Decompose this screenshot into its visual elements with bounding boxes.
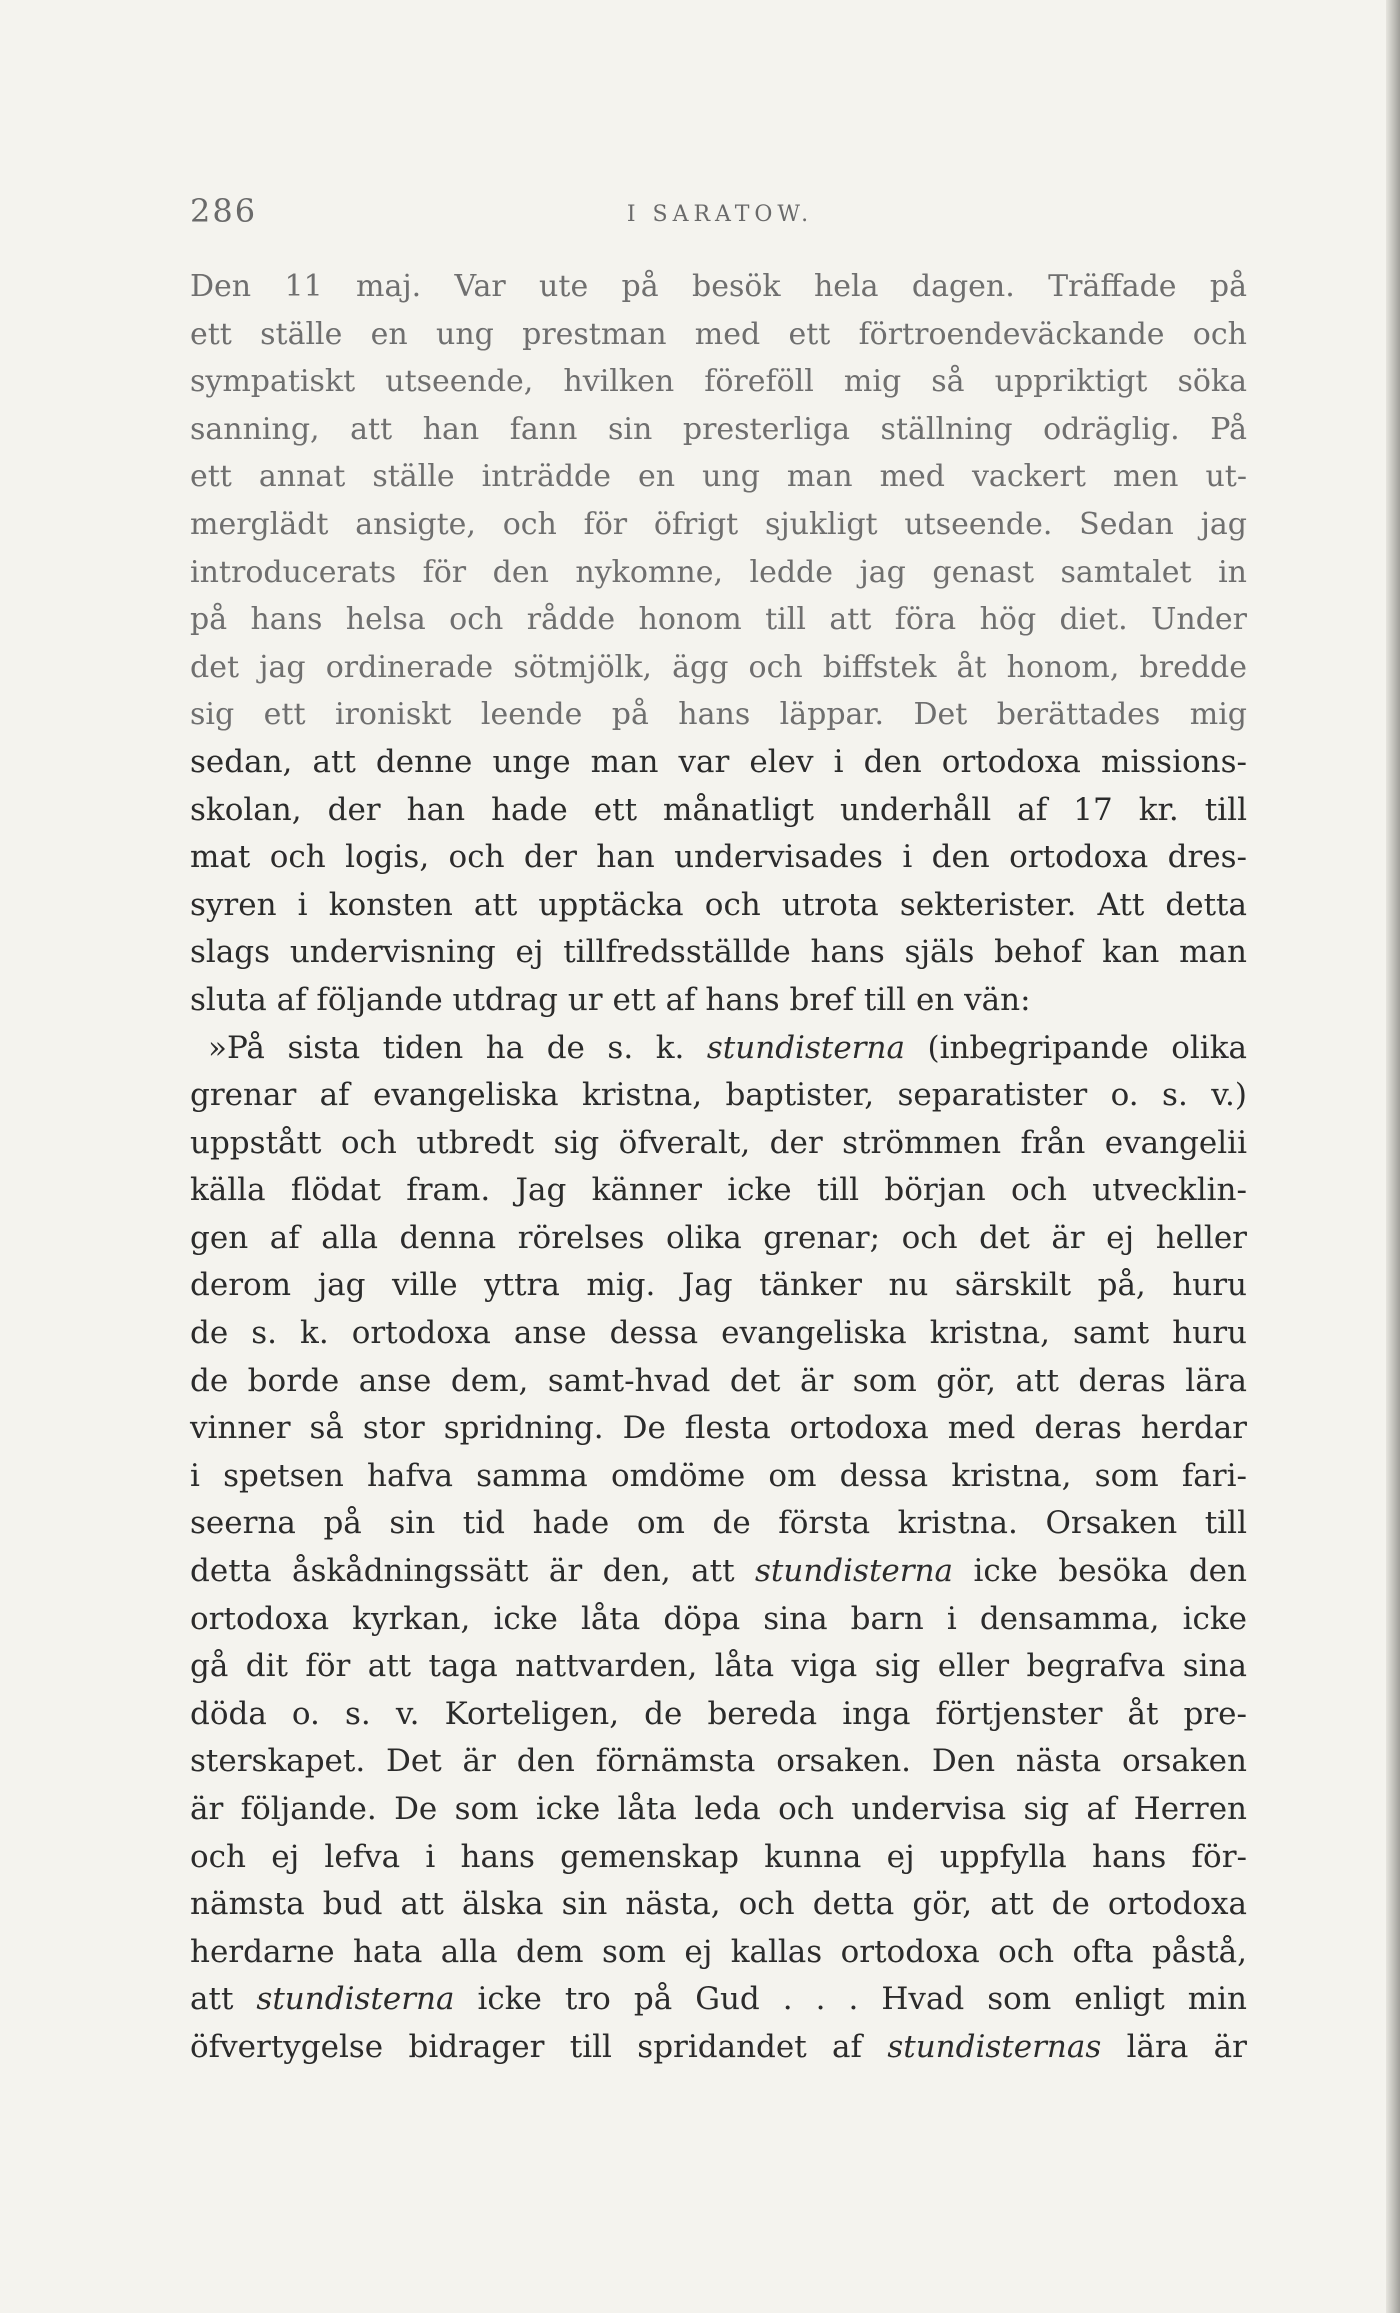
text-segment: »På sista tiden ha de s. k. xyxy=(208,1029,707,1066)
text-segment: ett annat ställe inträdde en ung man med vackert men ut- xyxy=(190,459,1247,495)
text-line xyxy=(190,453,1247,501)
text-line xyxy=(190,1310,1247,1358)
text-segment: lära är xyxy=(1101,2028,1247,2065)
text-line xyxy=(190,1500,1247,1548)
text-line xyxy=(190,1358,1247,1406)
text-segment: slags undervisning ej tillfredsställde hans själs behof kan man xyxy=(190,934,1247,971)
text-line xyxy=(190,1167,1247,1215)
body-text xyxy=(190,263,1247,2072)
text-segment: ett ställe en ung prestman med ett förtroendeväckande och xyxy=(190,316,1247,352)
text-line xyxy=(190,1453,1247,1501)
text-line xyxy=(190,739,1247,787)
page-edge xyxy=(1386,0,1400,2313)
text-segment: icke tro på Gud . . . Hvad som enligt min xyxy=(454,1981,1247,2018)
text-segment: derom jag ville yttra mig. Jag tänker nu särskilt på, huru xyxy=(190,1267,1247,1304)
text-line xyxy=(190,1405,1247,1453)
text-segment: döda o. s. v. Korteligen, de bereda inga förtjenster åt pre- xyxy=(190,1695,1247,1732)
text-segment: Den 11 maj. Var ute på besök hela dagen. Träffade på xyxy=(190,269,1247,304)
text-line xyxy=(190,1738,1247,1786)
text-segment: att xyxy=(190,1981,257,2018)
text-line xyxy=(190,644,1247,692)
text-line xyxy=(190,596,1247,644)
text-segment: detta åskådningssätt är den, att xyxy=(190,1553,755,1590)
text-line xyxy=(190,1025,1247,1073)
text-segment: och ej lefva i hans gemenskap kunna ej uppfylla hans för- xyxy=(190,1838,1247,1875)
text-line xyxy=(190,929,1247,977)
text-line xyxy=(190,1262,1247,1310)
text-segment: de borde anse dem, samt-hvad det är som gör, att deras lära xyxy=(190,1362,1247,1399)
text-segment: gen af alla denna rörelses olika grenar; och det är ej heller xyxy=(190,1219,1247,1256)
running-head: I SARATOW. xyxy=(626,202,814,227)
text-segment: det jag ordinerade sötmjölk, ägg och biffstek åt honom, bredde xyxy=(190,649,1247,685)
text-line xyxy=(190,1596,1247,1644)
text-segment: är följande. De som icke låta leda och undervisa sig af Herren xyxy=(190,1791,1247,1827)
text-segment: skolan, der han hade ett månatligt underhåll af 17 kr. till xyxy=(190,791,1247,828)
text-segment: syren i konsten att upptäcka och utrota sekterister. Att detta xyxy=(190,886,1247,923)
text-segment: källa flödat fram. Jag känner icke till början och utvecklin- xyxy=(190,1172,1247,1209)
text-segment: nämsta bud att älska sin nästa, och detta gör, att de ortodoxa xyxy=(190,1886,1247,1923)
text-line xyxy=(190,1548,1247,1596)
text-line xyxy=(190,977,1247,1025)
text-line xyxy=(190,2024,1247,2072)
page-header xyxy=(190,192,1250,242)
text-line xyxy=(190,1929,1247,1977)
text-segment: (inbegripande olika xyxy=(904,1029,1247,1066)
text-line xyxy=(190,263,1247,311)
text-segment: sanning, att han fann sin presterliga ställning odräglig. På xyxy=(190,411,1247,447)
text-line xyxy=(190,358,1247,406)
text-line xyxy=(190,1834,1247,1882)
text-segment: introducerats för den nykomne, ledde jag genast samtalet in xyxy=(190,554,1247,590)
italic-term: stundisterna xyxy=(754,1553,954,1590)
text-segment: sig ett ironiskt leende på hans läppar. Det berättades mig xyxy=(190,697,1247,733)
text-line xyxy=(190,406,1247,454)
text-segment: uppstått och utbredt sig öfveralt, der strömmen från evangelii xyxy=(190,1124,1247,1161)
text-segment: seerna på sin tid hade om de första kristna. Orsaken till xyxy=(190,1505,1247,1542)
text-line xyxy=(190,549,1247,597)
text-line xyxy=(190,1215,1247,1263)
page-number: 286 xyxy=(190,192,258,230)
text-line xyxy=(190,1120,1247,1168)
italic-term: stundisternas xyxy=(887,2028,1102,2065)
text-segment: merglädt ansigte, och för öfrigt sjukligt utseende. Sedan jag xyxy=(190,506,1247,542)
text-segment: på hans helsa och rådde honom till att föra hög diet. Under xyxy=(190,602,1247,638)
text-segment: herdarne hata alla dem som ej kallas ortodoxa och ofta påstå, xyxy=(190,1933,1247,1970)
text-segment: gå dit för att taga nattvarden, låta viga sig eller begrafva sina xyxy=(190,1648,1247,1685)
italic-term: stundisterna xyxy=(706,1029,905,1066)
text-segment: grenar af evangeliska kristna, baptister, separatister o. s. v.) xyxy=(190,1077,1247,1114)
text-line xyxy=(190,834,1247,882)
text-segment: sterskapet. Det är den förnämsta orsaken. Den nästa orsaken xyxy=(190,1743,1247,1780)
text-segment: ortodoxa kyrkan, icke låta döpa sina barn i densamma, icke xyxy=(190,1600,1247,1637)
text-segment: sluta af följande utdrag ur ett af hans bref till en vän: xyxy=(190,981,1031,1018)
text-segment: icke besöka den xyxy=(953,1553,1247,1590)
text-line xyxy=(190,1786,1247,1834)
text-segment: de s. k. ortodoxa anse dessa evangeliska kristna, samt huru xyxy=(190,1315,1247,1352)
text-line xyxy=(190,1976,1247,2024)
text-segment: sedan, att denne unge man var elev i den ortodoxa missions- xyxy=(190,743,1247,780)
text-segment: mat och logis, och der han undervisades i den ortodoxa dres- xyxy=(190,839,1247,876)
text-segment: öfvertygelse bidrager till spridandet af xyxy=(190,2028,888,2065)
italic-term: stundisterna xyxy=(256,1981,455,2018)
text-line xyxy=(190,1643,1247,1691)
text-line xyxy=(190,311,1247,359)
text-line xyxy=(190,501,1247,549)
text-line xyxy=(190,1691,1247,1739)
text-line xyxy=(190,882,1247,930)
text-segment: vinner så stor spridning. De flesta ortodoxa med deras herdar xyxy=(190,1410,1247,1447)
text-line xyxy=(190,787,1247,835)
text-segment: i spetsen hafva samma omdöme om dessa kristna, som fari- xyxy=(190,1457,1247,1494)
text-line xyxy=(190,1881,1247,1929)
text-line xyxy=(190,691,1247,739)
text-line xyxy=(190,1072,1247,1120)
text-segment: sympatiskt utseende, hvilken föreföll mig så uppriktigt söka xyxy=(190,364,1247,400)
